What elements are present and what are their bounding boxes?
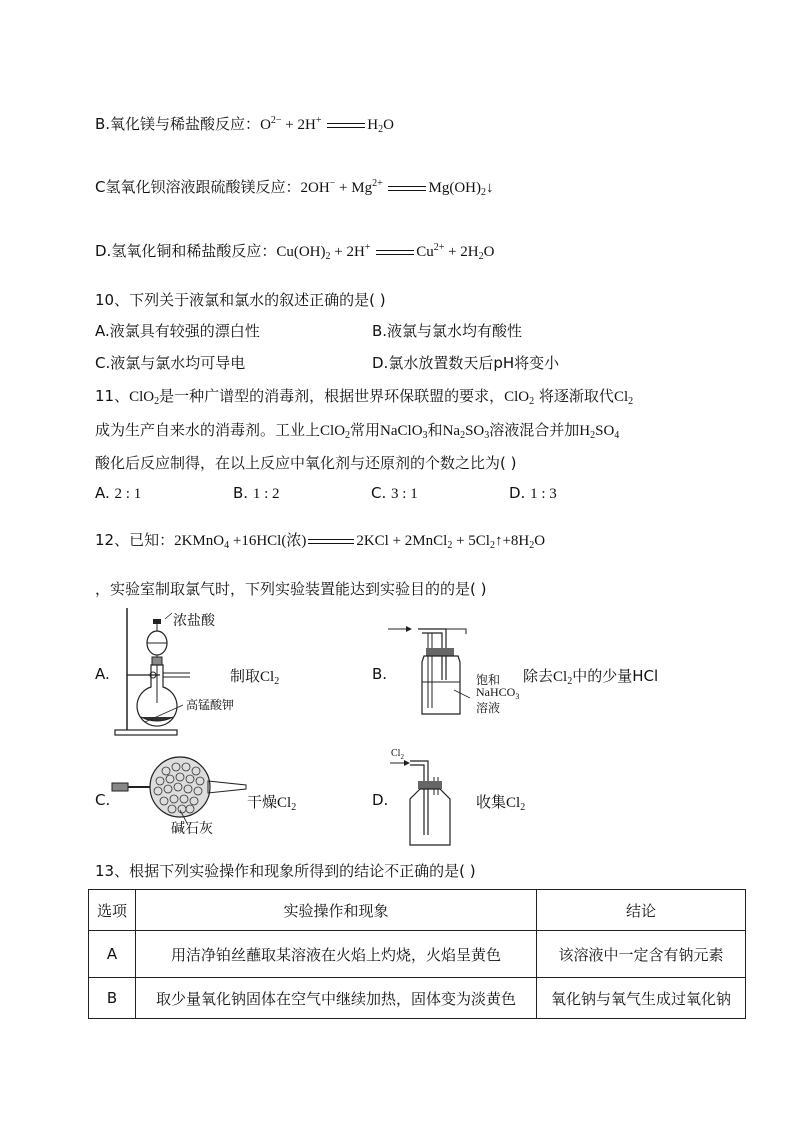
q11-option-d: D. 1 : 3 (509, 484, 557, 502)
q12-option-c-label: C. (95, 791, 111, 809)
q10-option-c: C.液氯与氯水均可导电 (95, 354, 246, 372)
q9-d-equation: $Cu(OH)_2 + 2H^+$ $Cu^{2+} + 2H_2O$ (276, 242, 495, 262)
q9-option-b: B.氧化镁与稀盐酸反应：$O^{2-} + 2H^+$ $H_2O$ (95, 115, 394, 135)
apparatus-d-diagram (388, 755, 468, 850)
apparatus-b-sat-label: 饱和 (476, 673, 501, 687)
q11-option-a: A. 2 : 1 (95, 484, 142, 502)
q9-option-c: C氢氧化钡溶液跟硫酸镁反应：$2OH^- + Mg^{2+}$ $Mg(OH)_2↓$ (95, 178, 494, 198)
q11-option-b: B. 1 : 2 (233, 484, 280, 502)
apparatus-b-diagram (388, 620, 478, 720)
q10-option-b: B.液氯与氯水均有酸性 (372, 322, 523, 340)
cell-option: B (89, 978, 136, 1019)
header-option: 选项 (89, 890, 136, 931)
q12-option-d-caption: 收集$Cl_2$ (476, 793, 526, 813)
apparatus-d-cl-label: $Cl_2$ (391, 748, 404, 761)
cell-option: A (89, 931, 136, 978)
q11-line-2: 成为生产自来水的消毒剂。工业上ClO$_2$常用NaClO$_3$和$Na_2SO_3$溶液混合并加$H_2SO_4$ (95, 421, 620, 441)
q12-option-c-caption: 干燥$Cl_2$ (247, 793, 297, 813)
apparatus-b-solution-label: 溶液 (476, 701, 501, 715)
q12-option-a-caption: 制取$Cl_2$ (230, 667, 280, 687)
table-row (89, 978, 746, 1019)
q13-stem: 13、根据下列实验操作和现象所得到的结论不正确的是( ) (95, 862, 476, 880)
apparatus-a-kmno4-label: 高锰酸钾 (186, 698, 235, 712)
header-conclusion: 结论 (537, 890, 746, 931)
q12-option-b-label: B. (372, 665, 388, 683)
q10-stem: 10、下列关于液氯和氯水的叙述正确的是( ) (95, 291, 386, 309)
apparatus-a-acid-label: 浓盐酸 (173, 613, 215, 629)
q12-stem-line-2: ，实验室制取氯气时，下列实验装置能达到实验目的的是( ) (95, 580, 487, 598)
q12-option-d-label: D. (372, 791, 389, 809)
q10-option-a: A.液氯具有较强的漂白性 (95, 322, 260, 340)
q12-equation: 2KMnO$_4$ +16HCl(浓) 2KCl + 2MnCl$_2$ + $5Cl_2↑+8H_2O$ (174, 533, 546, 551)
header-operation: 实验操作和现象 (136, 890, 537, 931)
q9-option-d: D.氢氧化铜和稀盐酸反应：$Cu(OH)_2 + 2H^+$ $Cu^{2+} + 2H_2O$ (95, 242, 495, 262)
q11-option-c: C. 3 : 1 (371, 484, 418, 502)
cell-conclusion: 该溶液中一定含有钠元素 (537, 931, 746, 978)
apparatus-c-lime-label: 碱石灰 (171, 821, 213, 837)
q9-c-equation: $2OH^- + Mg^{2+}$ $Mg(OH)_2↓$ (300, 178, 494, 198)
q12-stem: 12、已知：2KMnO$_4$ +16HCl(浓) 2KCl + 2MnCl$_2$ + $5Cl_2↑+8H_2O$ (95, 531, 546, 551)
apparatus-b-nahco3-label: NaHCO$_3$ (476, 685, 520, 701)
q11-line-1: 11、ClO$_2$是一种广谱型的消毒剂，根据世界环保联盟的要求，ClO$_2$ 将逐渐取代$Cl_2$ (95, 387, 634, 407)
q12-option-a-label: A. (95, 665, 110, 683)
q13-table (88, 889, 746, 1019)
cell-conclusion: 氧化钠与氧气生成过氧化钠 (537, 978, 746, 1019)
q9-b-equation: $O^{2-} + 2H^+$ $H_2O$ (260, 115, 394, 135)
table-header-row (89, 890, 746, 931)
table-row (89, 931, 746, 978)
cell-operation: 用洁净铂丝蘸取某溶液在火焰上灼烧，火焰呈黄色 (136, 931, 537, 978)
cell-operation: 取少量氧化钠固体在空气中继续加热，固体变为淡黄色 (136, 978, 537, 1019)
q11-line-3: 酸化后反应制得，在以上反应中氧化剂与还原剂的个数之比为( ) (95, 454, 517, 472)
q12-option-b-caption: 除去$Cl_2$中的少量HCl (523, 667, 659, 687)
q10-option-d: D.氯水放置数天后pH将变小 (372, 354, 560, 372)
